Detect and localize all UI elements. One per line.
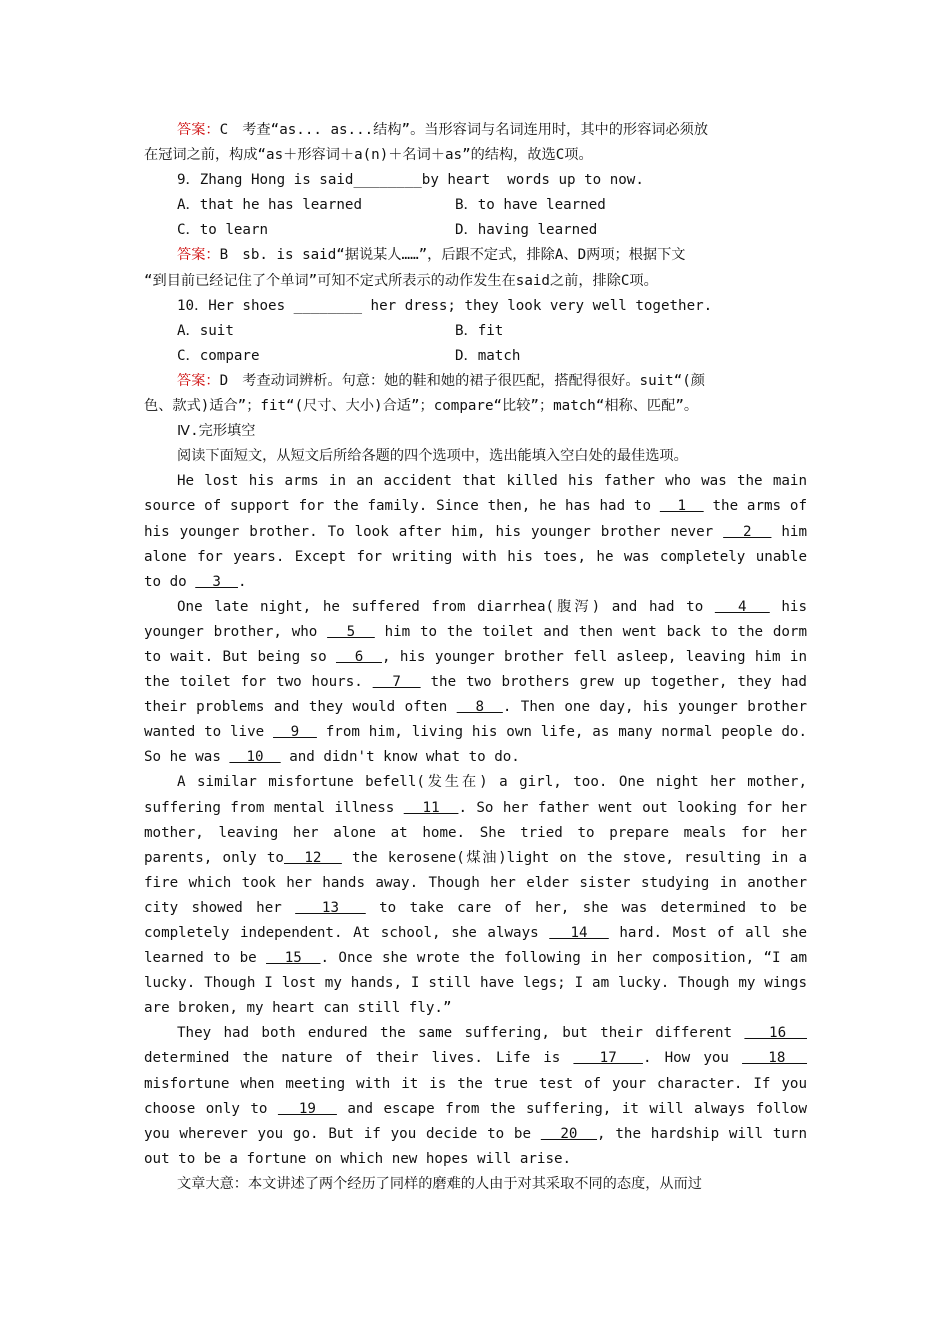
option-b: B．fit [455,322,504,339]
q10-options-row2 [144,344,807,369]
blank-9: 9 [273,724,317,741]
blank-17: 17 [573,1050,643,1067]
passage-summary: 文章大意：本文讲述了两个经历了同样的磨难的人由于对其采取不同的态度，从而过 [177,1175,702,1192]
blank-15: 15 [266,950,321,967]
blank-19: 19 [277,1100,337,1117]
q10-stem: 10．Her shoes ________ her dress; they look very well together. [177,297,713,314]
answer-label: 答案： [177,372,220,389]
answer-text: C 考查“as... as...结构”。当形容词与名词连用时，其中的形容词必须放 [219,122,709,138]
blank-18: 18 [742,1050,808,1067]
q9-stem: 9．Zhang Hong is said________by heart words up to now. [177,172,644,189]
q10-answer-line2: 色、款式)适合”；fit“(尺寸、大小)合适”；compare“比较”；match“相称、匹配”。 [144,398,699,415]
blank-1: 1 [659,498,704,515]
option-c: C．to learn [177,222,269,239]
blank-6: 6 [335,648,382,665]
blank-2: 2 [723,523,772,540]
option-a: A．suit [177,322,234,339]
blank-12: 12 [283,849,342,866]
q9-options-row1 [144,193,807,218]
option-d: D．having learned [455,222,598,239]
blank-4: 4 [714,598,770,615]
passage-paragraph-3: A similar misfortune befell(发生在) a girl, too. One night her mother, suffering from mental illness 11 . So her father went out looking for her mother, leaving her alone at home. She tried to prepare meals for her parents, only to 12 the kerosene(煤油)light on the stove, resulting in a fire which took her hands away. Though her elder sister studying in another city showed her 13 to take care of her, she was determined to be completely independent. At school, she always 14 hard. Most of all she learned to be 15 . Once she wrote the following in her composition, “I am lucky. Though I lost my hands, I still have legs; I am lucky. Though my wings are broken, my heart can still fly.” [144,774,808,1017]
blank-7: 7 [372,674,421,691]
blank-5: 5 [327,623,375,640]
document-page [144,118,807,1197]
section-instruction: 阅读下面短文，从短文后所给各题的四个选项中，选出能填入空白处的最佳选项。 [177,448,688,465]
option-d: D．match [455,347,521,364]
blank-14: 14 [549,925,609,941]
blank-16: 16 [744,1025,807,1042]
blank-11: 11 [403,799,459,816]
q8-answer-line1 [144,118,807,143]
q9-options-row2 [144,218,807,243]
answer-label: 答案： [177,122,220,138]
blank-10: 10 [229,749,281,766]
q8-answer-line2: 在冠词之前，构成“as＋形容词＋a(n)＋名词＋as”的结构，故选C项。 [144,147,593,164]
blank-8: 8 [456,699,503,716]
blank-3: 3 [195,573,238,590]
q9-answer-line2: “到目前已经记住了个单词”可知不定式所表示的动作发生在said之前，排除C项。 [144,272,658,289]
answer-text: B sb. is said“据说某人……”，后跟不定式，排除A、D两项；根据下文 [219,247,686,264]
option-c: C．compare [177,347,260,364]
passage-paragraph-4: They had both endured the same suffering, but their different 16 determined the nature of their lives. Life is 17 . How you 18 misfortune when meeting with it is the true test of your character. If you choose only to 19 and escape from the suffering, it will always follow you wherever you go. But if you decide to be 20 , the hardship will turn out to be a fortune on which new hopes will arise. [144,1025,808,1167]
passage-paragraph-1: He lost his arms in an accident that killed his father who was the main source of support for the family. Since then, he has had to 1 the arms of his younger brother. To look after him, his younger brother never 2 him alone for years. Except for writing with his toes, he was completely unable to do 3 . [144,473,808,590]
option-a: A．that he has learned [177,197,363,214]
option-b: B．to have learned [455,197,606,214]
q9-answer-line1 [144,243,807,268]
blank-13: 13 [295,899,366,916]
answer-label: 答案： [177,247,220,264]
answer-text: D 考查动词辨析。句意：她的鞋和她的裙子很匹配，搭配得很好。suit“(颜 [219,372,705,389]
passage-paragraph-2: One late night, he suffered from diarrhea(腹泻) and had to 4 his younger brother, who 5 him to the toilet and then went back to the dorm to wait. But being so 6 , his younger brother fell asleep, leaving him in the toilet for two hours. 7 the two brothers grew up together, they had their problems and they would often 8 . Then one day, his younger brother wanted to live 9 from him, living his own life, as many normal people do. So he was 10 and didn't know what to do. [144,598,808,766]
q10-answer-line1 [144,369,807,394]
blank-20: 20 [540,1125,598,1142]
section-title: Ⅳ.完形填空 [177,423,256,440]
q10-options-row1 [144,319,807,344]
